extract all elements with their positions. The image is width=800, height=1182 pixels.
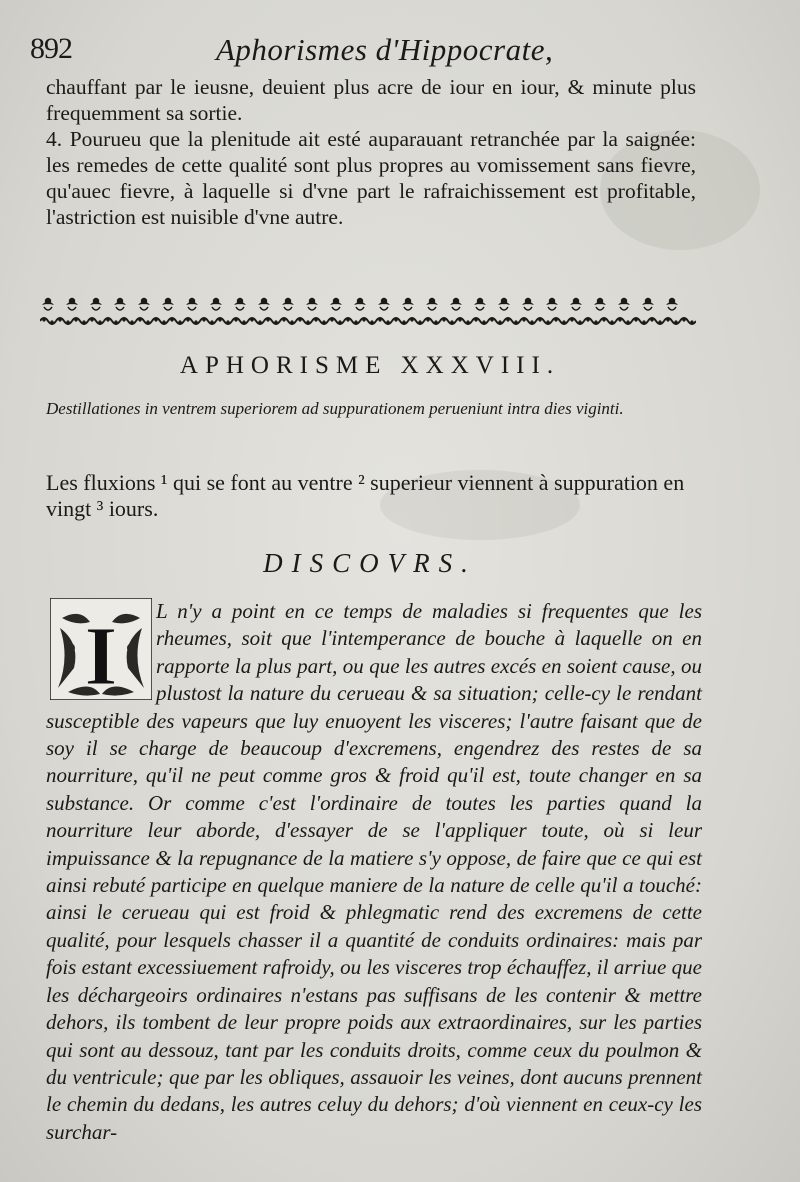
discours-body-text: L n'y a point en ce temps de maladies si frequentes que les rheumes, soit que l'intemperance de bouche à laquelle on en rapporte la plus part, ou que les autres excés en soient cause, ou plustost la nature du cerueau & sa situation; celle-cy le rendant susceptible des vapeurs que luy enuoyent les visceres; l'autre faisant que de soy il se charge de beaucoup d'excremens, engendrez des restes de sa nourriture, qu'il ne peut comme gros & froid qu'il est, toute changer en sa substance. Or comme c'est l'ordinaire de toutes les parties quand la nourriture leur aborde, d'essayer de se l'appliquer toute, où si leur impuissance & la repugnance de la matiere s'y oppose, de faire que ce qui est ainsi rebuté participe en quelque maniere de la nature de celle qu'il a touché: ainsi le cerueau qui est froid & phlegmatic rend des excremens de cette qualité, pour lesquels chasser il a quantité de conduits ordinaires: mais par fois estant excessiuement rafroidy, ou les visceres trop échauffez, il arriue que les déchargeoirs ordinaires n'estans pas suffisans de les contenir & mettre dehors, ils tombent de leur propre poids aux extraordinaires, sur les parties qui sont au dessouz, tant par les conduits droits, comme ceux du poulmon & du ventricule; que par les obliques, assauoir les veines, dont aucuns prennent le chemin du dedans, les autres celuy du dehors; d'où viennent en ceux-cy les surchar- [46,599,702,1144]
page-header [30,30,710,72]
decorated-initial-I [50,598,152,700]
aphorism-french-text: Les fluxions ¹ qui se font au ventre ² superieur viennent à suppuration en vingt ³ iours. [46,470,685,521]
discours-title: DISCOVRS. [263,548,477,578]
page-number: 892 [30,32,72,65]
continuation-paragraph: chauffant par le ieusne, deuient plus acre de iour en iour, & minute plus frequemment sa sortie. [46,75,696,125]
item-4-paragraph: 4. Pourueu que la plenitude ait esté auparauant retranchée par la saignée: les remedes de cette qualité sont plus propres au vomissement sans fievre, qu'auec fievre, à laquelle si d'vne part le rafraichissement est profitable, l'astriction est nuisible d'vne autre. [46,127,696,229]
aphorism-title: APHORISME XXXVIII. [179,352,561,379]
aphorism-latin-text: Destillationes in ventrem superiorem ad suppurationem perueniunt intra dies viginti. [46,399,624,418]
running-head: Aphorismes d'Hippocrate, [216,32,554,67]
initial-letter: I [84,610,118,700]
printer-ornament-band [40,295,696,329]
